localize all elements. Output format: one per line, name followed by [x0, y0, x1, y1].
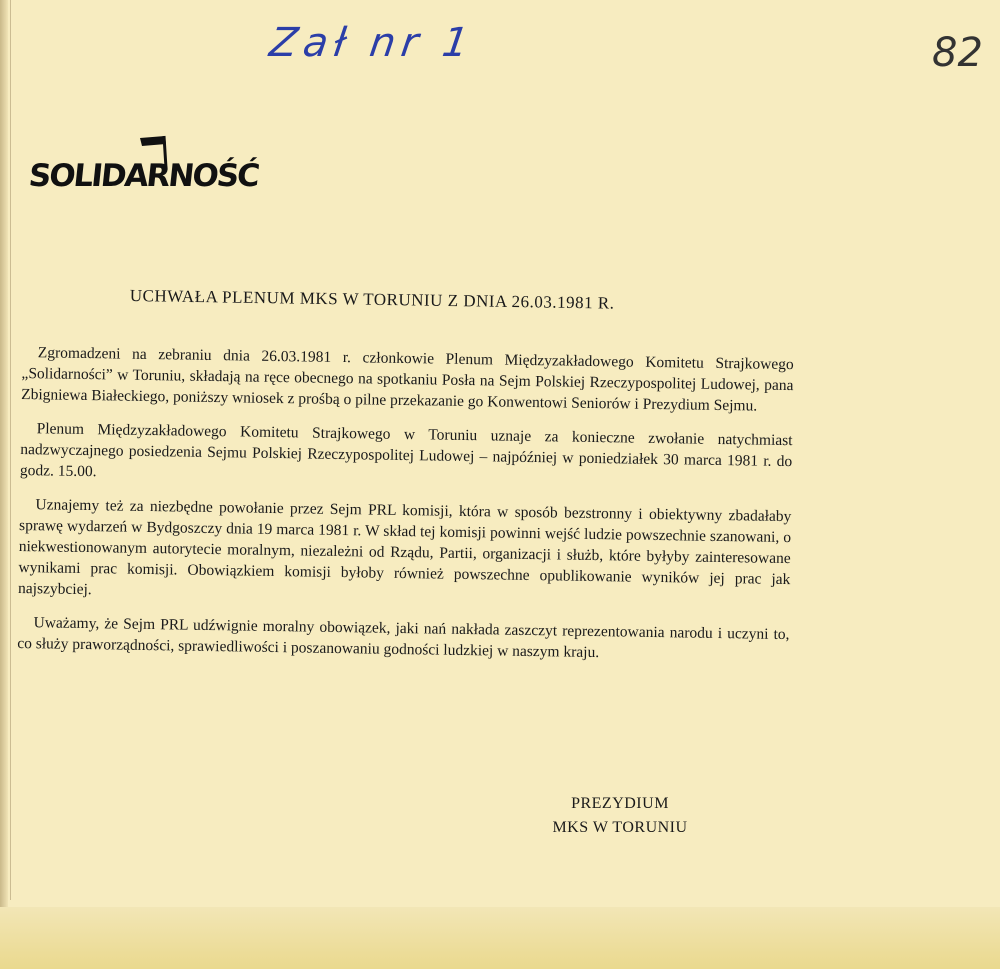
signature-line-1: PREZYDIUM: [571, 795, 669, 812]
signature-block: [530, 792, 710, 840]
document-title: UCHWAŁA PLENUM MKS W TORUNIU Z DNIA 26.03.1981 R.: [129, 286, 615, 313]
signature-line-2: MKS W TORUNIU: [552, 819, 688, 836]
page-number: 82: [932, 30, 983, 76]
paragraph-2: Plenum Międzyzakładowego Komitetu Strajkowego w Toruniu uznaje za konieczne zwołanie natychmiast nadzwyczajnego posiedzenia Sejmu Polskiej Rzeczypospolitej Ludowej – najpóźniej w poniedziałek 30 marca 1981 r. do godz. 15.00.: [19, 420, 793, 481]
paragraph-1: Zgromadzeni na zebraniu dnia 26.03.1981 r. członkowie Plenum Międzyzakładowego Komitetu Strajkowego „Solidarności” w Toruniu, składają na ręce obecnego na spotkaniu Posła na Sejm Polskiej Rzeczypospolitej Ludowej, pana Zbigniewa Białeckiego, poniższy wniosek z prośbą o pilne przekazanie go Konwentowi Seniorów i Prezydium Sejmu.: [21, 344, 794, 415]
paragraph-4: Uważamy, że Sejm PRL udźwignie moralny obowiązek, jaki nań nakłada zaszczyt reprezentowania narodu i uczyni to, co służy praworządności, sprawiedliwości i poszanowaniu godności ludzkiej w naszym kraju.: [17, 614, 790, 662]
logo-text: SOLIDARNOŚĆ: [27, 158, 260, 194]
solidarnosc-logo-icon: [27, 128, 260, 198]
paper-edge: [0, 0, 8, 969]
paragraph-3: Uznajemy też za niezbędne powołanie przez Sejm PRL komisji, która w sposób bezstronny i obiektywny zbadałaby sprawę wydarzeń w Bydgoszczy dnia 19 marca 1981 r. W skład tej komisji powinni wejść ludzie powszechnie szanowani, o niekwestionowanym autorytecie moralnym, niezależni od Rządu, Partii, organizacji i służb, które byłyby zainteresowane wynikami prac komisji. Obowiązkiem komisji byłoby również powszechne opublikowanie wyników jej prac jak najszybciej.: [17, 496, 792, 599]
document-body: [17, 342, 794, 679]
paper-bottom-stripe: [0, 907, 1000, 969]
fold-line: [10, 0, 11, 900]
handwritten-note: Zał nr 1: [266, 20, 478, 66]
